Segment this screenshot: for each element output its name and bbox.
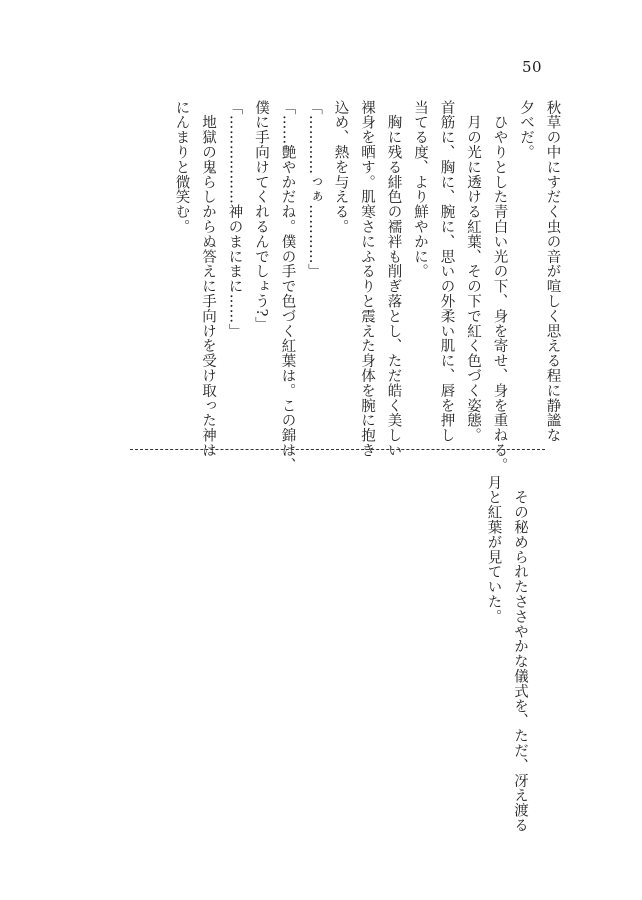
text-line: 首筋に、胸に、腕に、思いの外柔い肌に、唇を押し [438,100,455,443]
scene-break-divider [130,449,545,450]
dialogue-line: 「…………っぁ…………」 [306,100,322,279]
page-number: 50 [522,58,543,76]
text-line: 夕べだ。 [518,100,534,160]
dialogue-line: 「………………神のまにまに……」 [226,100,243,339]
text-line: にんまりと微笑む。 [173,100,190,235]
text-line: 月の光に透ける紅葉、その下で紅く色づく姿態。 [465,100,481,443]
dialogue-line: 「……艶やかだね。僕の手で色づく紅葉は。この錦は、 [279,100,296,473]
lower-passage [480,475,533,833]
text-line: 当てる度、より鮮やかに。 [412,100,428,279]
text-line: 裸身を晒す。肌寒さにふるりと震えた身体を腕に抱き [359,100,375,458]
text-line: ひやりとした青白い光の下、身を寄せ、身を重ねる。 [491,100,508,473]
dialogue-line: 僕に手向けてくれるんでしょう?」 [253,100,269,332]
text-line: 地獄の鬼らしからぬ答えに手向けを受け取った神は [200,100,216,458]
text-line: 秋草の中にすだく虫の音が喧しく思える程に静謐な [544,100,561,443]
text-line: 胸に残る緋色の襦袢も削ぎ落とし、ただ皓く美しい [385,100,402,458]
text-line: 込め、熱を与える。 [332,100,349,235]
text-line: その秘められたささやかな儀式を、ただ、冴え渡る [512,475,528,833]
upper-passage [168,100,566,473]
text-line: 月と紅葉が見ていた。 [485,475,502,624]
